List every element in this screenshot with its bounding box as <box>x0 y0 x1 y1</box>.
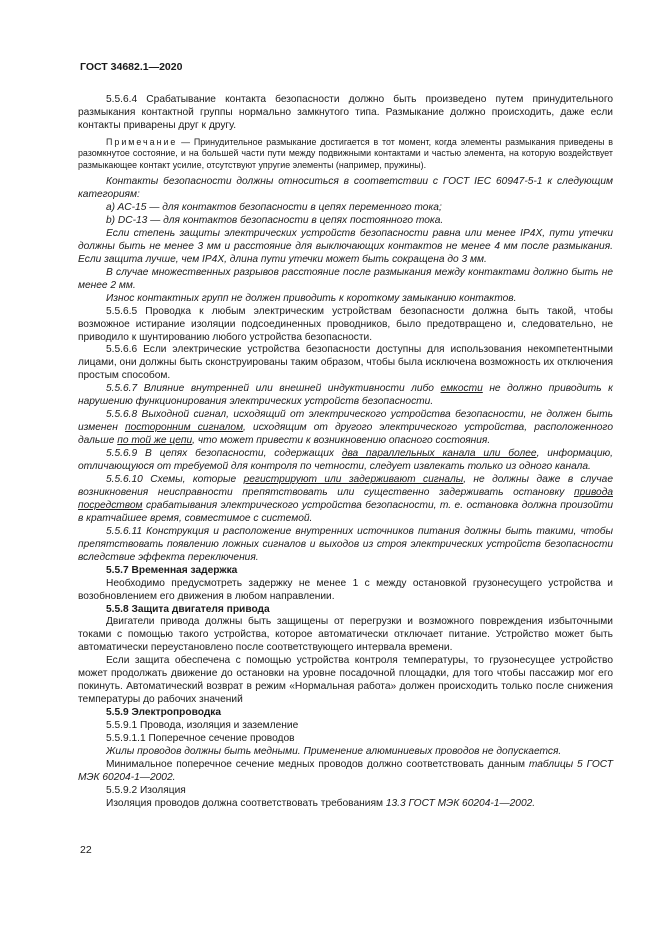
underlined-phrase: два параллельных канала или более <box>341 448 537 460</box>
note-paragraph <box>78 137 613 171</box>
paragraph-temperature-control: Если защита обеспечена с помощью устройства контроля температуры, то грузонесущее устройство может продолжать движение до остановки на уровне посадочной площадки, для того чтобы пассажир мог его покинуть. Автоматический возврат в режим «Нормальная работа» должен происходить только после снижения температуры до рабочих значений <box>78 655 613 706</box>
heading-5-5-9: 5.5.9 Электропроводка <box>106 707 222 719</box>
paragraph-min-cross-section <box>78 759 613 785</box>
underlined-phrase: привода посредством <box>78 486 613 511</box>
paragraph-contact-wear: Износ контактных групп не должен приводить к короткому замыканию контактов. <box>106 292 517 304</box>
note-text: — Принудительное размыкание достигается в тот момент, когда элементы размыкания приведены в разомкнутое состояние, и на большей части пути между подвижными контактами и частью элемента, на которую воздействует размыкающее контакт усилие, отсутствуют упругие элементы (например, пружины). <box>78 136 613 170</box>
page-number: 22 <box>80 844 92 856</box>
paragraph-5-5-6-5: 5.5.6.5 Проводка к любым электрическим устройствам безопасности должна быть такой, чтобы возможное истирание изоляции подсоединенных проводников, было предотвращено и, следовательно, не приводило к шунтированию любого устройства безопасности. <box>78 305 613 343</box>
underlined-phrase: регистрируют или задерживают сигналы <box>243 474 464 485</box>
heading-5-5-9-2: 5.5.9.2 Изоляция <box>106 784 186 796</box>
note-label: Примечание <box>106 136 178 147</box>
paragraph-copper-wires: Жилы проводов должны быть медными. Применение алюминиевых проводов не допускается. <box>106 746 562 758</box>
document-header: ГОСТ 34682.1—2020 <box>80 61 183 73</box>
heading-5-5-9-1-1: 5.5.9.1.1 Поперечное сечение проводов <box>106 733 295 745</box>
contact-categories-intro: Контакты безопасности должны относиться в соответствии с ГОСТ IEC 60947-5-1 к следующим категориям: <box>78 176 613 201</box>
paragraph-time-delay: Необходимо предусмотреть задержку не менее 1 с между остановкой грузонесущего устройства и возобновлением его движения в любом направлении. <box>78 577 613 602</box>
paragraph-5-5-6-4: 5.5.6.4 Срабатывание контакта безопасности должно быть произведено путем принудительного размыкания контактной группы нормально замкнутого типа. Размыкание должно происходить, даже если контакты приварены друг к другу. <box>78 94 613 131</box>
underlined-phrase: емкости <box>440 383 483 395</box>
paragraph-multiple-breaks: В случае множественных разрывов расстояние после размыкания между контактами должно быть не менее 2 мм. <box>78 266 613 291</box>
paragraph-5-5-6-10: 5.5.6.10 Схемы, которые регистрируют или задерживают сигналы, не должны даже в случае возникновения неисправности препятствовать или существенно задерживать остановку привода посредством срабатывания электрического устройства безопасности, т. е. остановка должна произойти в кратчайшее время, совместимое с системой. <box>78 474 613 524</box>
insulation-text: Изоляция проводов должна соответствовать требованиям <box>106 797 386 809</box>
underlined-phrase: посторонним сигналом <box>124 422 244 434</box>
cross-section-reference: таблицы 5 ГОСТ МЭК 60204-1—2002. <box>78 758 613 783</box>
paragraph-insulation <box>78 798 613 811</box>
heading-5-5-7: 5.5.7 Временная задержка <box>106 564 238 576</box>
paragraph-5-5-6-9: 5.5.6.9 В цепях безопасности, содержащих два параллельных канала или более, информацию, отличающуюся от требуемой для контроля по четности, следует извлекать только из одного канала. <box>78 448 613 473</box>
document-body <box>78 94 613 811</box>
paragraph-5-5-6-6: 5.5.6.6 Если электрические устройства безопасности доступны для использования некомпетентными лицами, они должны быть сконструированы таким образом, чтобы была исключена возможность их отключения простым способом. <box>78 344 613 382</box>
category-ac15: a) AC-15 — для контактов безопасности в цепях переменного тока; <box>106 201 442 213</box>
paragraph-5-5-6-8: 5.5.6.8 Выходной сигнал, исходящий от электрического устройства безопасности, не должен быть изменен посторонним сигналом, исходящим от другого электрического устройства, расположенного дальше по той же цепи, что может привести к возникновению опасного состояния. <box>78 409 613 447</box>
cross-section-text: Минимальное поперечное сечение медных проводов должно соответствовать данным <box>106 758 529 770</box>
paragraph-5-5-6-7: 5.5.6.7 Влияние внутренней или внешней индуктивности либо емкости не должно приводить к нарушению функционирования электрических устройств безопасности. <box>78 383 613 408</box>
insulation-reference: 13.3 ГОСТ МЭК 60204-1—2002. <box>385 797 536 809</box>
heading-5-5-8: 5.5.8 Защита двигателя привода <box>106 603 270 615</box>
heading-5-5-9-1: 5.5.9.1 Провода, изоляция и заземление <box>106 720 299 732</box>
underlined-phrase: по той же цепи <box>117 435 193 447</box>
paragraph-protection-degree: Если степень защиты электрических устройств безопасности равна или менее IP4X, пути утечки должны быть не менее 3 мм и расстояние для выключающих контактов не менее 4 мм после размыкания. Если защита лучше, чем IP4X, длина пути утечки может быть сокращена до 3 мм. <box>78 227 613 265</box>
category-dc13: b) DC-13 — для контактов безопасности в цепях постоянного тока. <box>106 214 444 226</box>
paragraph-motor-protection: Двигатели привода должны быть защищены от перегрузки и возможного повреждения избыточными токами с помощью такого устройства, которое автоматически отключает питание. Устройство может быть автоматически переустановлено после соответствующего интервала времени. <box>78 616 613 654</box>
paragraph-5-5-6-11: 5.5.6.11 Конструкция и расположение внутренних источников питания должны быть такими, чтобы препятствовать появлению ложных сигналов и выходов из строя электрических устройств безопасности вследствие эффекта переключения. <box>78 525 613 563</box>
